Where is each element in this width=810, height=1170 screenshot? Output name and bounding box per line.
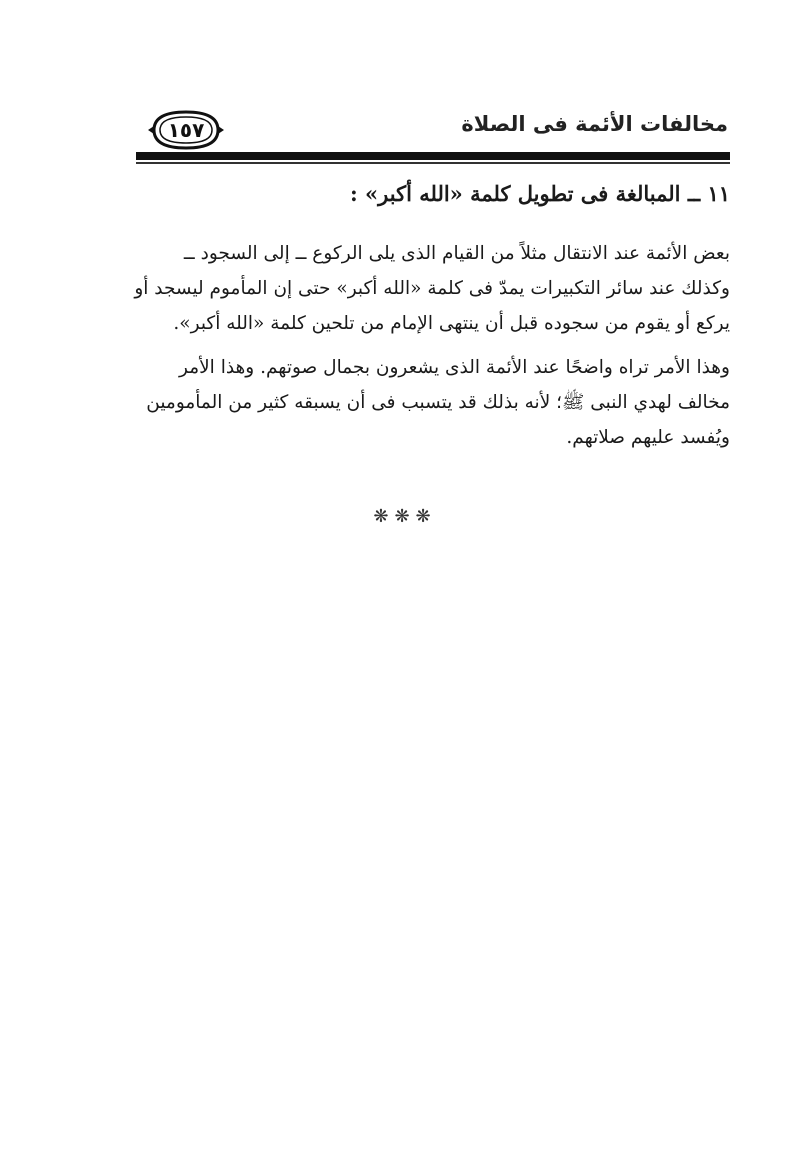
running-title: مخالفات الأئمة فى الصلاة	[461, 112, 728, 136]
paragraph-1	[130, 236, 730, 341]
paragraph-2	[130, 350, 730, 455]
paragraph-line: يركع أو يقوم من سجوده قبل أن ينتهى الإمام من تلحين كلمة «الله أكبر».	[173, 313, 730, 334]
section-end-ornament: ❋❋❋	[373, 506, 437, 527]
paragraph-line: ويُفسد عليهم صلاتهم.	[566, 427, 730, 448]
page-number-badge	[148, 108, 224, 152]
header-rule-thin	[136, 162, 730, 164]
section-heading: ١١ ــ المبالغة فى تطويل كلمة «الله أكبر» :	[349, 181, 730, 206]
paragraph-line: وهذا الأمر تراه واضحًا عند الأئمة الذى يشعرون بجمال صوتهم. وهذا الأمر	[179, 357, 730, 378]
paragraph-line: وكذلك عند سائر التكبيرات يمدّ فى كلمة «الله أكبر» حتى إن المأموم ليسجد أو	[134, 278, 730, 299]
paragraph-line: بعض الأئمة عند الانتقال مثلاً من القيام الذى يلى الركوع ــ إلى السجود ــ	[183, 243, 730, 264]
page-number: ١٥٧	[167, 118, 205, 142]
paragraph-line: مخالف لهدي النبى ﷺ؛ لأنه بذلك قد يتسبب فى أن يسبقه كثير من المأمومين	[146, 392, 730, 413]
header-rule	[136, 152, 730, 160]
